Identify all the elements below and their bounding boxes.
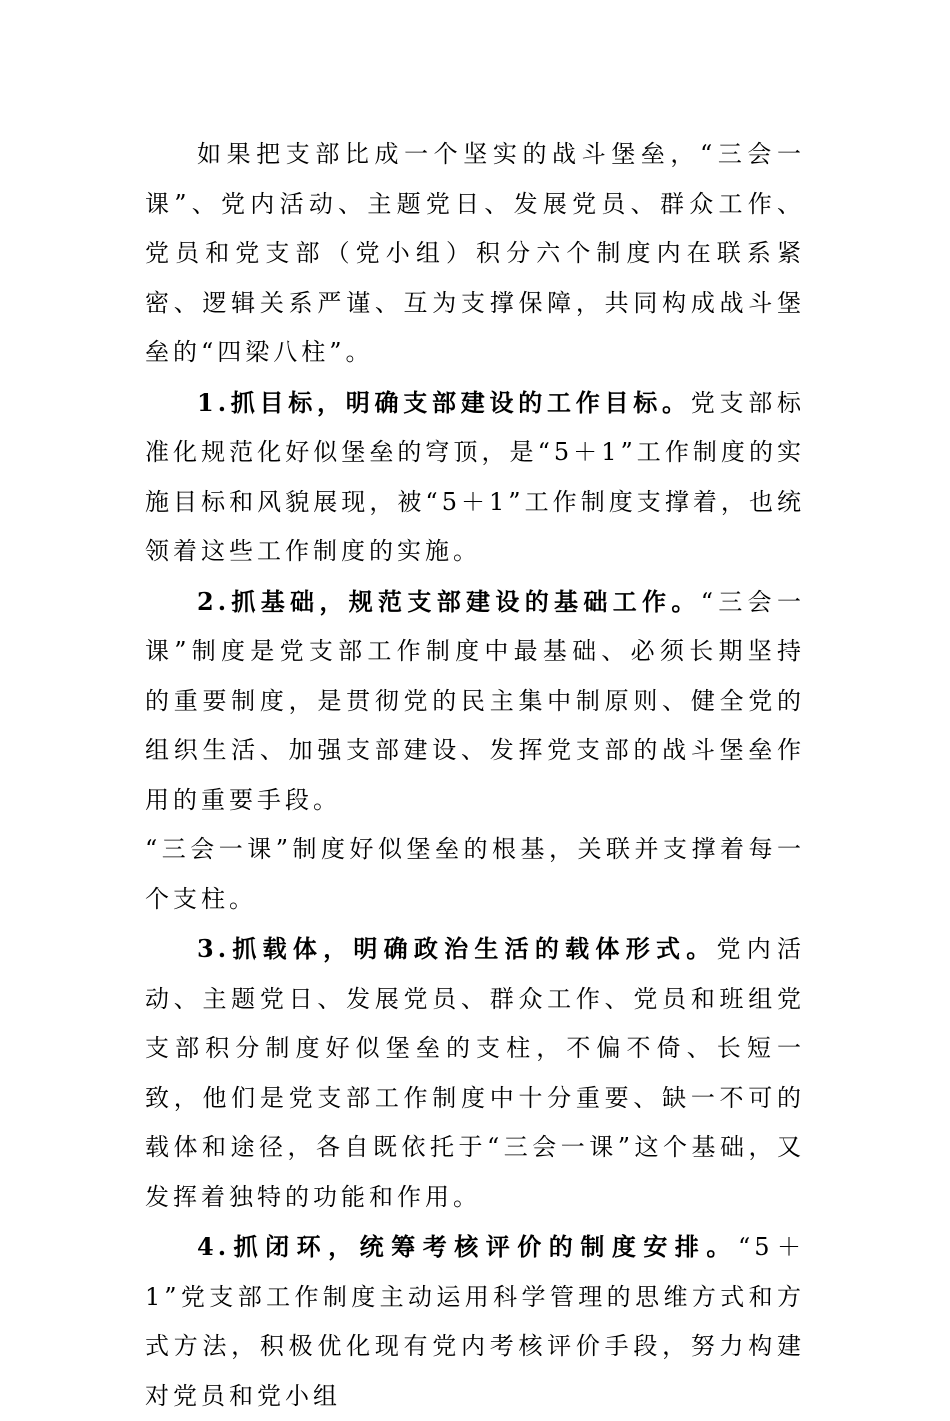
intro-paragraph [145,130,805,378]
section-4-heading: 4.抓闭环，统筹考核评价的制度安排。 [197,1232,738,1261]
section-2-heading: 2.抓基础，规范支部建设的基础工作。 [197,586,701,616]
section-2-continuation [145,825,805,924]
document-body [145,130,805,1421]
section-4-paragraph [145,1222,805,1421]
section-1-heading: 1.抓目标，明确支部建设的工作目标。 [197,387,691,417]
section-2-paragraph [145,577,805,826]
paragraph-text: 党支部标准化规范化好似堡垒的穹顶，是“5＋1”工作制度的实施目标和风貌展现，被“5＋1”工作制度支撑着，也统领着这些工作制度的实施。 [145,388,806,565]
paragraph-text: “5＋1”党支部工作制度主动运用科学管理的思维方式和方式方法，积极优化现有党内考核评价手段，努力构建对党员和党小组 [145,1233,805,1410]
paragraph-text: “三会一课”制度是党支部工作制度中最基础、必须长期坚持的重要制度，是贯彻党的民主集中制原则、健全党的组织生活、加强支部建设、发挥党支部的战斗堡垒作用的重要手段。 [145,587,805,814]
paragraph-text: 如果把支部比成一个坚实的战斗堡垒，“三会一课”、党内活动、主题党日、发展党员、群众工作、党员和党支部（党小组）积分六个制度内在联系紧密、逻辑关系严谨、互为支撑保障，共同构成战斗堡垒的“四梁八柱”。 [145,140,805,366]
section-3-paragraph [145,924,805,1222]
paragraph-text: 党内活动、主题党日、发展党员、群众工作、党员和班组党支部积分制度好似堡垒的支柱，不偏不倚、长短一致，他们是党支部工作制度中十分重要、缺一不可的载体和途径，各自既依托于“三会一课”这个基础，又发挥着独特的功能和作用。 [145,935,806,1211]
section-1-paragraph [145,378,805,577]
section-3-heading: 3.抓载体，明确政治生活的载体形式。 [197,934,717,963]
paragraph-text: “三会一课”制度好似堡垒的根基，关联并支撑着每一个支柱。 [145,835,805,913]
